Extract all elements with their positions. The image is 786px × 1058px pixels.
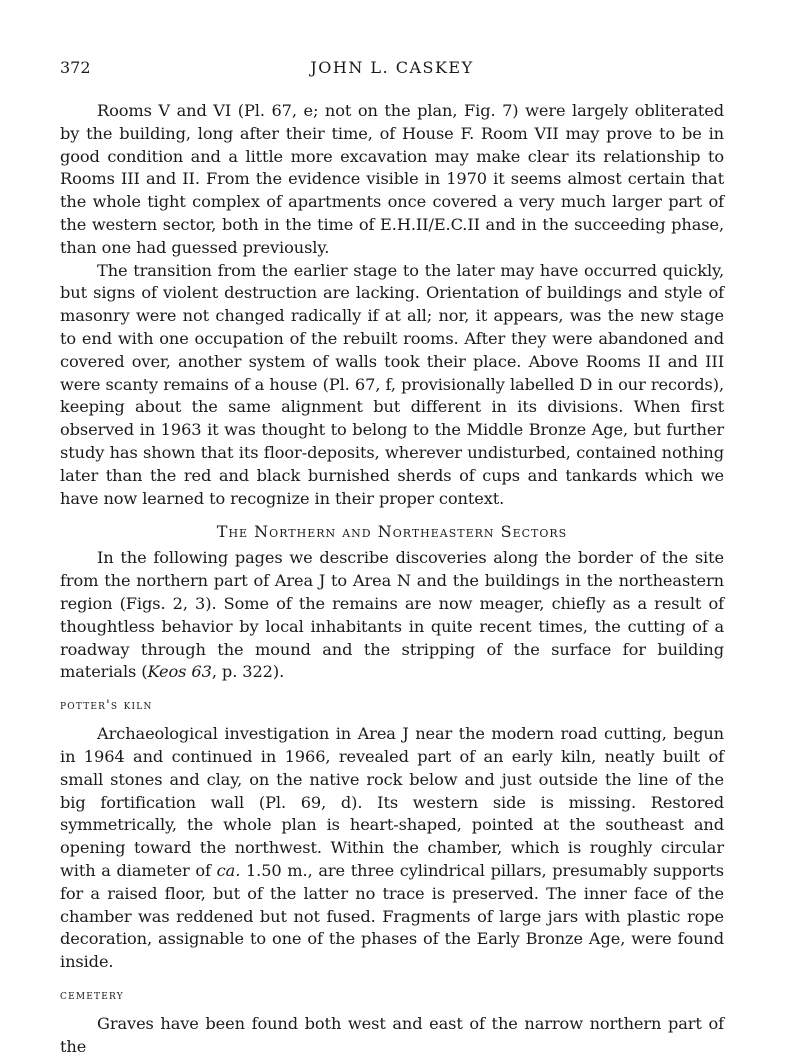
paragraph-transition: The transition from the earlier stage to the later may have occurred quickly, but signs of violent destruction are lacking. Orientation of buildings and style of masonry were not changed radically if at all; nor, it appears, was the new stage to end with one occupation of the rebuilt rooms. After they were abandoned and covered over, another system of walls took their place. Above Rooms II and III were scanty remains of a house (Pl. 67, f, provisionally labelled D in our records), keeping about the same alignment but different in its divisions. When first observed in 1963 it was thought to belong to the Middle Bronze Age, but further study has shown that its floor-deposits, wherever undisturbed, contained nothing later than the red and black burnished sherds of cups and tankards which we have now learned to recognize in their proper context. <box>60 260 724 508</box>
subheading-cemetery: cemetery <box>60 987 124 1003</box>
paragraph-kiln <box>60 723 724 974</box>
citation-keos: Keos 63 <box>147 662 212 682</box>
paragraph-kiln-text-a: Archaeological investigation in Area J near the modern road cutting, begun in 1964 and continued in 1966, revealed part of an early kiln, neatly built of small stones and clay, on the native rock below and just outside the line of the big fortification wall (Pl. 69, d). Its western side is missing. Restored symmetrically, the whole plan is heart-shaped, pointed at the southeast and opening toward the northwest. Within the chamber, which is roughly circular with a diameter of <box>60 724 724 880</box>
paragraph-cemetery: Graves have been found both west and east of the narrow northern part of the <box>60 1013 724 1056</box>
section-heading-northern-sectors: The Northern and Northeastern Sectors <box>216 522 568 542</box>
running-head <box>60 58 724 84</box>
abbrev-circa: ca. <box>216 860 241 880</box>
paragraph-northern-intro-tail: , p. 322). <box>211 662 285 682</box>
paragraph-northern-intro-text: In the following pages we describe discoveries along the border of the site from the northern part of Area J to Area N and the buildings in the northeastern region (Figs. 2, 3). Some of the remains are now meager, chiefly as a result of thoughtless behavior by local inhabitants in quite recent times, the cutting of a roadway through the mound and the stripping of the surface for building materials ( <box>60 548 724 682</box>
page <box>60 58 724 1058</box>
paragraph-rooms-v-vi: Rooms V and VI (Pl. 67, e; not on the plan, Fig. 7) were largely obliterated by the building, long after their time, of House F. Room VII may prove to be in good condition and a little more excavation may make clear its relationship to Rooms III and II. From the evidence visible in 1970 it seems almost certain that the whole tight complex of apartments once covered a very much larger part of the western sector, both in the time of E.H.II/E.C.II and in the succeeding phase, than one had guessed previously. <box>60 101 724 257</box>
page-number: 372 <box>60 58 91 77</box>
paragraph-kiln-text-b: 1.50 m., are three cylindrical pillars, presumably supports for a raised floor, but of the latter no trace is preserved. The inner face of the chamber was reddened but not fused. Fragments of large jars with plastic rope decoration, assignable to one of the phases of the Early Bronze Age, were found inside. <box>60 860 724 972</box>
paragraph-northern-intro <box>60 547 724 684</box>
subheading-potters-kiln: potter's kiln <box>60 698 153 714</box>
running-head-author: JOHN L. CASKEY <box>310 58 474 77</box>
